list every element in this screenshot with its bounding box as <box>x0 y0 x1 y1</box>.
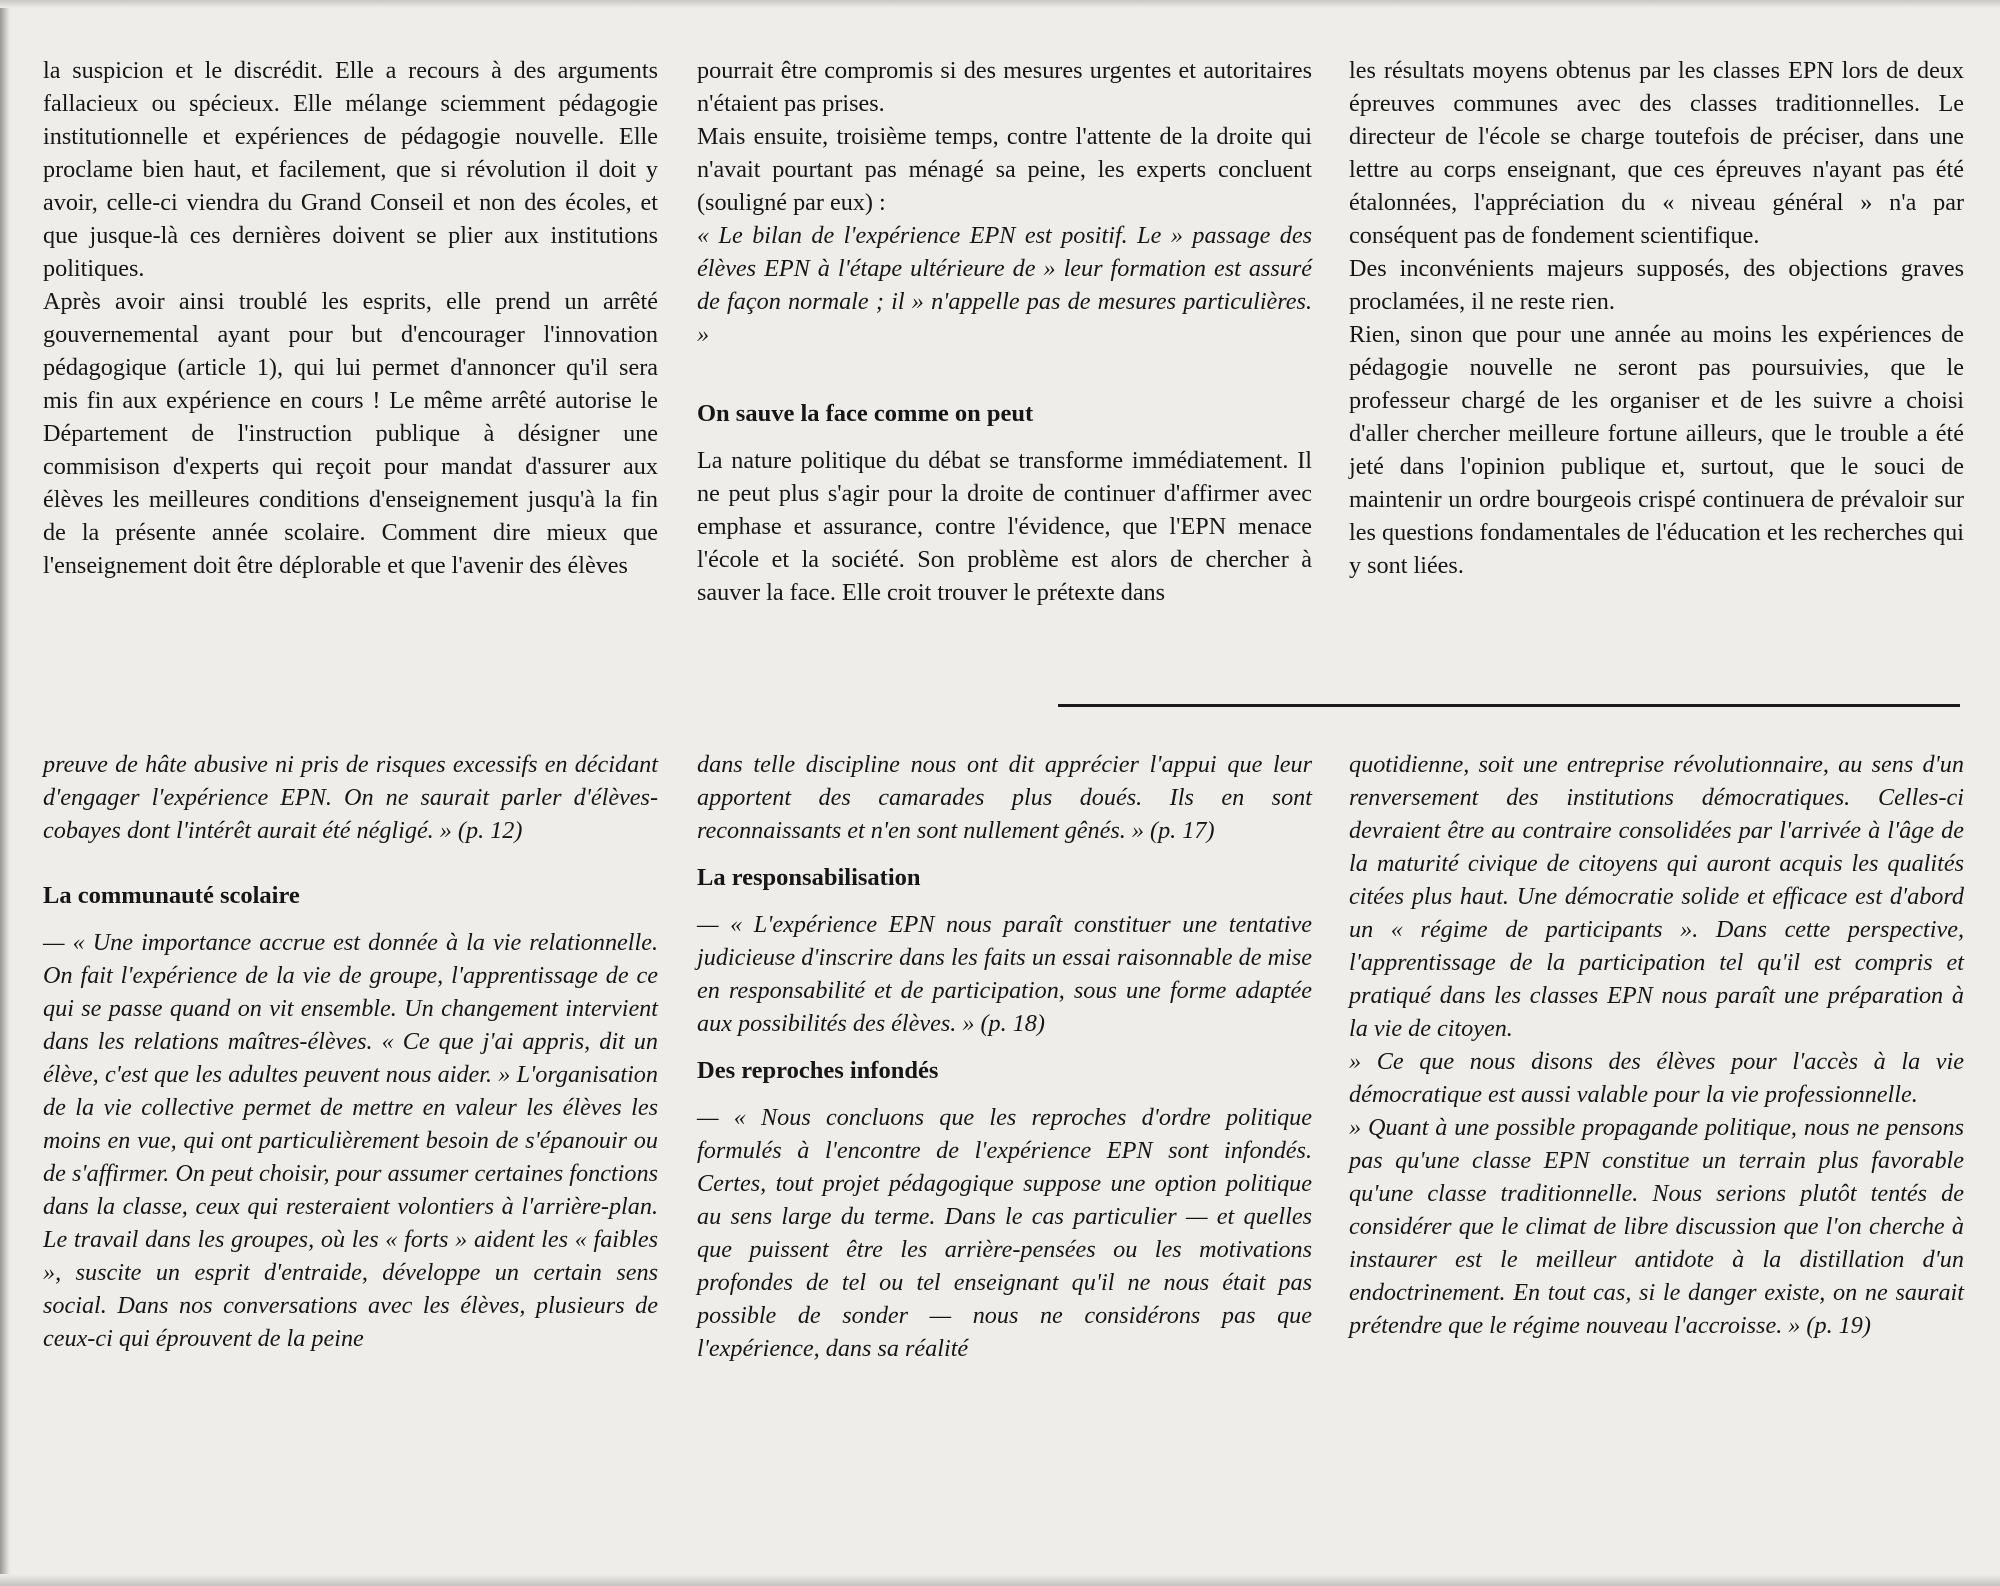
section-heading: Des reproches infondés <box>697 1057 939 1084</box>
paragraph: La nature politique du débat se transforme immédiatement. Il ne peut plus s'agir pour la droite de continuer d'affirmer avec emphase et assurance, contre l'évidence, que l'EPN menace l'école et la société. Son problème est alors de chercher à sauver la face. Elle croit trouver le prétexte dans <box>697 447 1312 606</box>
quote-paragraph: dans telle discipline nous ont dit apprécier l'appui que leur apportent des camarades plus doués. Ils en sont reconnaissants et n'en sont nullement gênés. » (p. 17) <box>697 751 1312 844</box>
quote-paragraph: quotidienne, soit une entreprise révolutionnaire, au sens d'un renversement des institutions démocratiques. Celles-ci devraient être au contraire consolidées par l'arrivée à l'âge de la maturité civique de citoyens qui auront acquis les qualités citées plus haut. Une démocratie solide et efficace est d'abord un « régime de participants ». Dans cette perspective, l'apprentissage de la participation tel qu'il est compris et pratiqué dans les classes EPN nous paraît une préparation à la vie de citoyen. <box>1349 751 1964 1042</box>
quote-paragraph: preuve de hâte abusive ni pris de risques excessifs en décidant d'engager l'expérience EPN. On ne saurait parler d'élèves-cobayes dont l'intérêt aurait été négligé. » (p. 12) <box>43 751 658 844</box>
top-column-2 <box>697 54 1312 609</box>
paragraph: Des inconvénients majeurs supposés, des objections graves proclamées, il ne reste rien. <box>1349 255 1964 315</box>
paragraph: les résultats moyens obtenus par les classes EPN lors de deux épreuves communes avec des classes traditionnelles. Le directeur de l'école se charge toutefois de préciser, dans une lettre au corps enseignant, que ces épreuves n'ayant pas été étalonnées, l'appréciation du « niveau général » n'a par conséquent pas de fondement scientifique. <box>1349 57 1964 249</box>
section-divider <box>1058 704 1960 707</box>
section-heading: La communauté scolaire <box>43 882 300 909</box>
spacer <box>697 847 1312 861</box>
paragraph: Mais ensuite, troisième temps, contre l'attente de la droite qui n'avait pourtant pas ménagé sa peine, les experts concluent (souligné par eux) : <box>697 123 1312 216</box>
top-column-1 <box>43 54 658 582</box>
section-heading: La responsabilisation <box>697 864 921 891</box>
spacer <box>697 383 1312 397</box>
expert-quote: « Le bilan de l'expérience EPN est positif. Le » passage des élèves EPN à l'étape ultérieure de » leur formation est assuré de façon normale ; il » n'appelle pas de mesures particulières. » <box>697 222 1312 348</box>
quote-paragraph: » Ce que nous disons des élèves pour l'accès à la vie démocratique est aussi valable pour la vie professionnelle. <box>1349 1048 1964 1108</box>
spacer <box>697 351 1312 383</box>
paragraph: Après avoir ainsi troublé les esprits, elle prend un arrêté gouvernemental ayant pour but d'encourager l'innovation pédagogique (article 1), qui lui permet d'annoncer qu'il sera mis fin aux expérience en cours ! Le même arrêté autorise le Département de l'instruction publique à désigner une commisison d'experts qui reçoit pour mandat d'assurer aux élèves les meilleures conditions d'enseignement jusqu'à la fin de la présente année scolaire. Comment dire mieux que l'enseignement doit être déplorable et que l'avenir des élèves <box>43 288 658 579</box>
spacer <box>697 894 1312 908</box>
spacer <box>43 847 658 879</box>
quote-paragraph: — « Nous concluons que les reproches d'ordre politique formulés à l'encontre de l'expérience EPN sont infondés. Certes, tout projet pédagogique suppose une option politique au sens large du terme. Dans le cas particulier — et quelles que puissent être les arrière-pensées ou les motivations profondes de tel ou tel enseignant qu'il ne nous était pas possible de sonder — nous ne considérons pas que l'expérience, dans sa réalité <box>697 1104 1312 1362</box>
quote-paragraph: » Quant à une possible propagande politique, nous ne pensons pas qu'une classe EPN constitue un terrain plus favorable qu'une classe traditionnelle. Nous serions plutôt tentés de considérer que le climat de libre discussion que l'on cherche à instaurer est le meilleur antidote à la distillation d'un endoctrinement. En tout cas, si le danger existe, on ne saurait prétendre que le régime nouveau l'accroisse. » (p. 19) <box>1349 1114 1964 1339</box>
page-shadow-bottom <box>0 1574 2000 1586</box>
top-column-3 <box>1349 54 1964 582</box>
quote-paragraph: — « L'expérience EPN nous paraît constituer une tentative judicieuse d'inscrire dans les faits un essai raisonnable de mise en responsabilité et de participation, sous une forme adaptée aux possibilités des élèves. » (p. 18) <box>697 911 1312 1037</box>
paragraph: pourrait être compromis si des mesures urgentes et autoritaires n'étaient pas prises. <box>697 57 1312 117</box>
page-shadow-left <box>0 0 10 1586</box>
section-heading: On sauve la face comme on peut <box>697 400 1034 427</box>
spacer <box>697 1040 1312 1054</box>
spacer <box>697 430 1312 444</box>
bottom-column-1 <box>43 748 658 1355</box>
paragraph: la suspicion et le discrédit. Elle a recours à des arguments fallacieux ou spécieux. Elle mélange sciemment pédagogie institutionnelle et expériences de pédagogie nouvelle. Elle proclame bien haut, et facilement, que si révolution il doit y avoir, celle-ci viendra du Grand Conseil et non des écoles, et que jusque-là ces dernières doivent se plier aux institutions politiques. <box>43 57 658 282</box>
quote-paragraph: — « Une importance accrue est donnée à la vie relationnelle. On fait l'expérience de la vie de groupe, l'apprentissage de ce qui se passe quand on vit ensemble. Un changement intervient dans les relations maîtres-élèves. « Ce que j'ai appris, dit un élève, c'est que les adultes peuvent nous aider. » L'organisation de la vie collective permet de mettre en valeur les élèves les moins en vue, qui ont particulièrement besoin de s'épanouir ou de s'affirmer. On peut choisir, pour assumer certaines fonctions dans la classe, ceux qui resteraient volontiers à l'arrière-plan. Le travail dans les groupes, où les « forts » aident les « faibles », suscite un esprit d'entraide, développe un certain sens social. Dans nos conversations avec les élèves, plusieurs de ceux-ci qui éprouvent de la peine <box>43 929 658 1352</box>
page-shadow-top <box>0 0 2000 8</box>
paragraph: Rien, sinon que pour une année au moins les expériences de pédagogie nouvelle ne seront pas poursuivies, que le professeur chargé de les organiser et de les suivre a choisi d'aller chercher meilleure fortune ailleurs, que le trouble a été jeté dans l'opinion publique et, surtout, que le souci de maintenir un ordre bourgeois crispé continuera de prévaloir sur les questions fondamentales de l'éducation et les recherches qui y sont liées. <box>1349 321 1964 579</box>
spacer <box>697 1087 1312 1101</box>
spacer <box>43 912 658 926</box>
bottom-column-2 <box>697 748 1312 1365</box>
bottom-column-3 <box>1349 748 1964 1342</box>
